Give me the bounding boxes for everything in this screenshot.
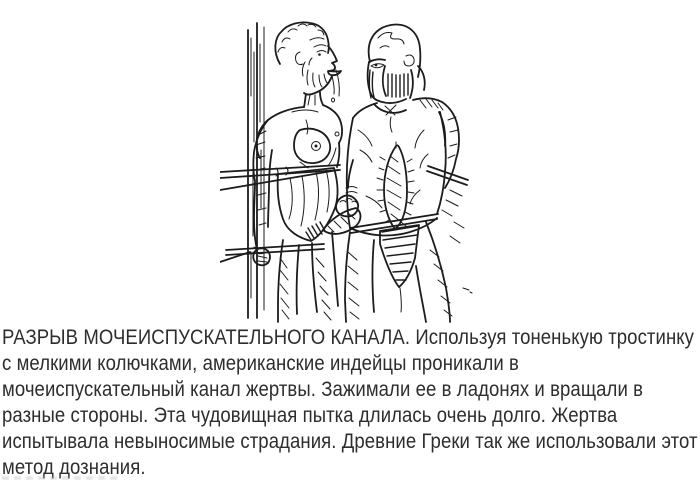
caption-line-4: разные стороны. Эта чудовищная пытка длилась очень долго. Жертва bbox=[2, 403, 618, 427]
caption-text bbox=[2, 324, 700, 480]
illustration-figure bbox=[220, 0, 520, 330]
helmeted-warrior bbox=[323, 25, 472, 322]
cropped-next-row-remnant bbox=[2, 476, 120, 480]
bound-victim bbox=[220, 22, 342, 322]
caption-line-5: испытывала невыносимые страдания. Древние Греки так же использовали этот bbox=[2, 429, 698, 453]
torture-illustration bbox=[220, 0, 520, 330]
caption-line-2: с мелкими колючками, американские индейцы проникали в bbox=[2, 351, 519, 375]
caption-line-3: мочеиспускательный канал жертвы. Зажимали ее в ладонях и вращали в bbox=[2, 377, 644, 401]
caption-line-6: метод дознания. bbox=[2, 455, 146, 479]
thorny-reed bbox=[377, 142, 414, 229]
caption-line-1: РАЗРЫВ МОЧЕИСПУСКАТЕЛЬНОГО КАНАЛА. Используя тоненькую тростинку bbox=[2, 325, 695, 349]
